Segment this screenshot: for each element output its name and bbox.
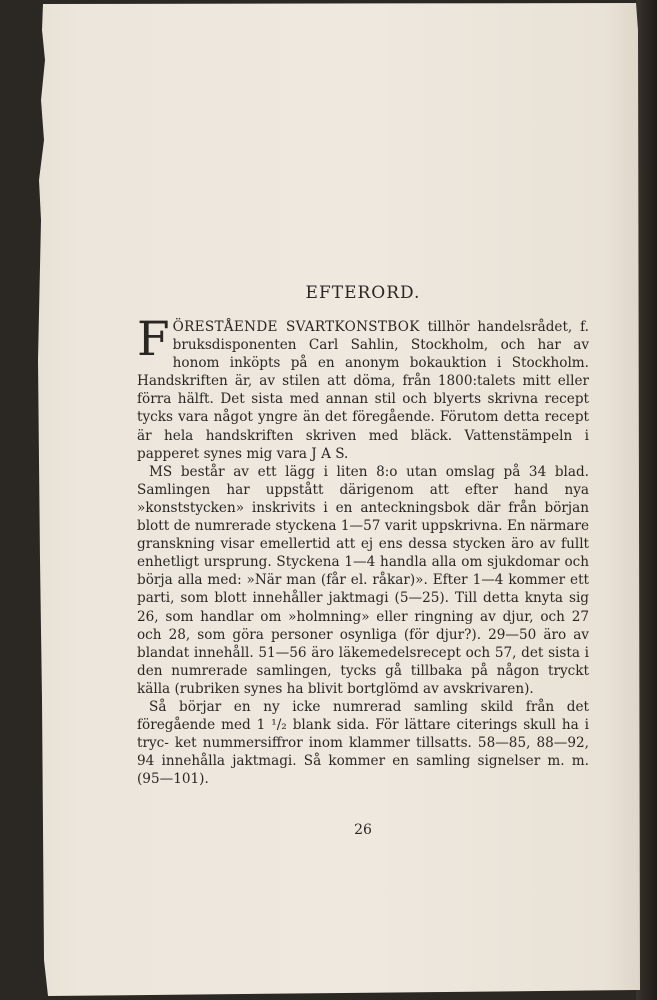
paragraph-3: Så börjar en ny icke numrerad samling skild från det föregående med 1 ¹/₂ blank sida. För lättare citerings skull ha i tryc- ket nummersiffror inom klammer tillsatts. 58—85, 88—92, 94 innehålla jaktmagi. Så kommer en samling signelser m. m. (95—101). bbox=[137, 698, 589, 788]
section-heading: EFTERORD. bbox=[305, 283, 421, 303]
page-number: 26 bbox=[354, 822, 372, 838]
drop-cap: F bbox=[137, 312, 170, 367]
paragraph-lead: ÖRESTÅENDE SVARTKONSTBOK bbox=[172, 319, 420, 335]
paragraph-1 bbox=[137, 312, 590, 463]
paragraph-2: MS består av ett lägg i liten 8:o utan omslag på 34 blad. Samlingen har uppstått därigenom att efter hand nya »konststycken» inskrivits i en anteckningsbok där från början blott de numrerade styckena 1—57 varit uppskrivna. En närmare granskning visar emellertid att ej ens dessa stycken äro av fullt enhetligt ursprung. Styckena 1—4 handla alla om sjukdomar och börja alla med: »När man (får el. råkar)». Efter 1—4 kommer ett parti, som blott innehåller jaktmagi (5—25). Till detta knyta sig 26, som handlar om »holmning» eller ringning av djur, och 27 och 28, som göra personer osynliga (för djur?). 29—50 äro av blandat innehåll. 51—56 äro läkemedelsrecept och 57, det sista i den numrerade samlingen, tycks gå tillbaka på någon tryckt källa (rubriken synes ha blivit bortglömd av avskrivaren). bbox=[137, 463, 589, 697]
paragraph-1-text: tillhör handelsrådet, f. bruksdisponenten Carl Sahlin, Stockholm, och har av honom inköpts på en anonym bokauktion i Stockholm. Handskriften är, av stilen att döma, från 1800:talets mitt eller förra hälft. Det sista med annan stil och blyerts skrivna recept tycks vara något yngre än det föregående. Förutom detta recept är hela handskriften skriven med bläck. Vattenstämpeln i papperet synes mig vara J A S. bbox=[137, 319, 590, 462]
body-text bbox=[137, 312, 590, 788]
